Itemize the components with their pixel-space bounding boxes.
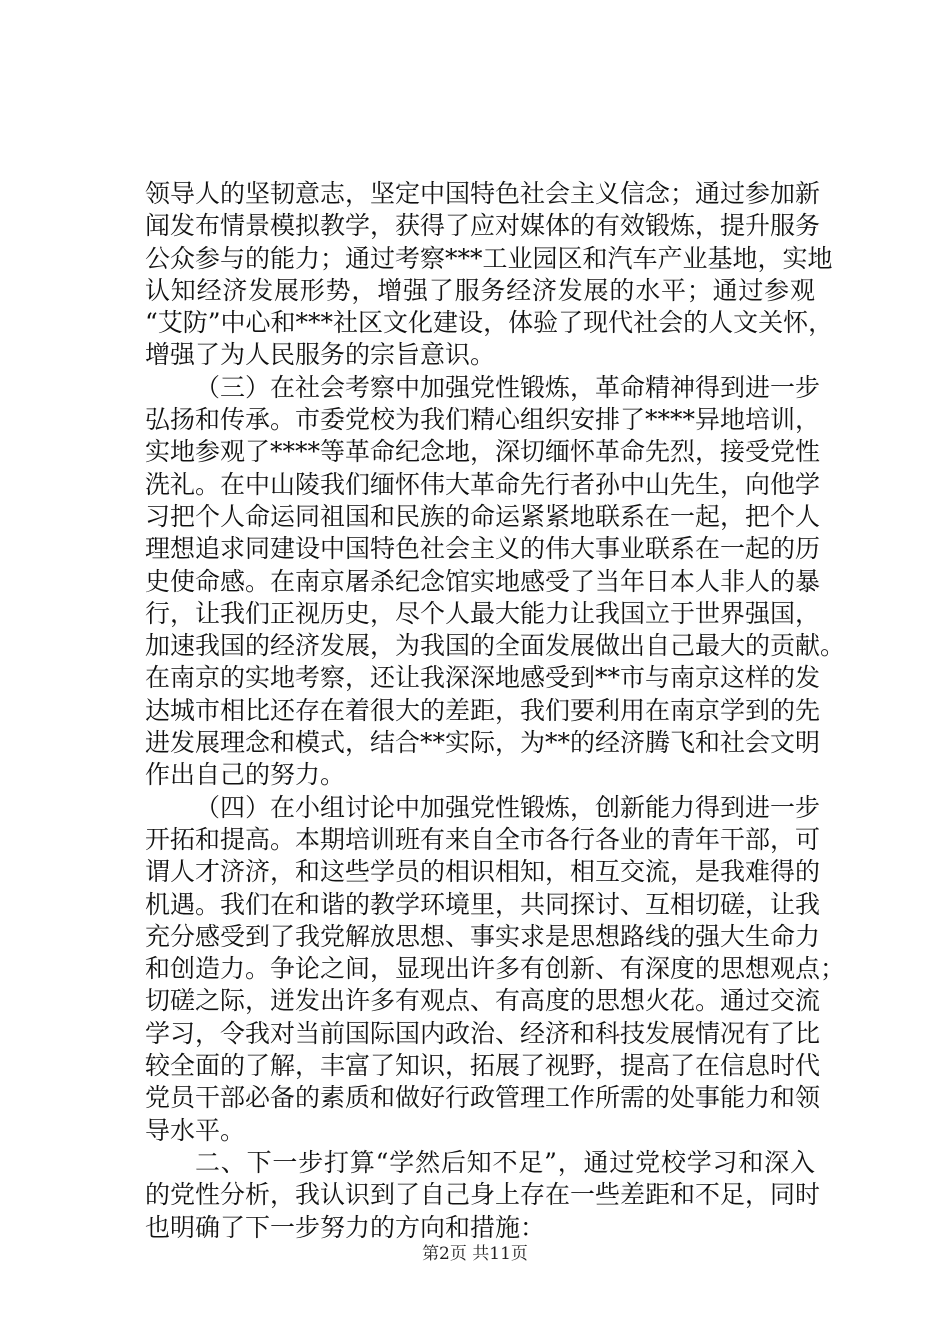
text-line: 导水平。 xyxy=(145,1115,246,1145)
text-line: 公众参与的能力；通过考察***工业园区和汽车产业基地，实地 xyxy=(145,243,833,273)
text-line: 在南京的实地考察，还让我深深地感受到**市与南京这样的发 xyxy=(145,663,821,693)
text-line: 和创造力。争论之间，显现出许多有创新、有深度的思想观点； xyxy=(145,954,846,984)
text-line: 的党性分析，我认识到了自己身上存在一些差距和不足，同时 xyxy=(145,1180,821,1210)
text-line: 作出自己的努力。 xyxy=(145,760,346,790)
text-line: 机遇。我们在和谐的教学环境里，共同探讨、互相切磋，让我 xyxy=(145,889,821,919)
text-line: 加速我国的经济发展，为我国的全面发展做出自己最大的贡献。 xyxy=(145,631,846,661)
text-line: 达城市相比还存在着很大的差距，我们要利用在南京学到的先 xyxy=(145,695,821,725)
page-footer: 第2页 共11页 xyxy=(422,1244,528,1264)
text-line: 认知经济发展形势，增强了服务经济发展的水平；通过参观 xyxy=(145,275,815,305)
text-line: 领导人的坚韧意志，坚定中国特色社会主义信念；通过参加新 xyxy=(145,179,821,208)
text-line: 增强了为人民服务的宗旨意识。 xyxy=(145,340,496,370)
text-line: “艾防”中心和***社区文化建设，体验了现代社会的人文关怀， xyxy=(145,308,834,338)
text-line: 学习，令我对当前国际国内政治、经济和科技发展情况有了比 xyxy=(145,1018,821,1048)
text-line: 实地参观了****等革命纪念地，深切缅怀革命先烈，接受党性 xyxy=(145,437,821,467)
text-line: 也明确了下一步努力的方向和措施： xyxy=(145,1212,546,1242)
text-line: 进发展理念和模式，结合**实际，为**的经济腾飞和社会文明 xyxy=(145,728,821,758)
text-line: （四）在小组讨论中加强党性锻炼，创新能力得到进一步 xyxy=(195,792,821,822)
text-line: 习把个人命运同祖国和民族的命运紧紧地联系在一起，把个人 xyxy=(145,501,821,531)
text-line: 洗礼。在中山陵我们缅怀伟大革命先行者孙中山先生，向他学 xyxy=(145,469,821,499)
document-body xyxy=(145,178,846,1244)
text-line: 党员干部必备的素质和做好行政管理工作所需的处事能力和领 xyxy=(145,1083,821,1113)
text-line: 谓人才济济，和这些学员的相识相知，相互交流，是我难得的 xyxy=(145,857,821,887)
text-line: 史使命感。在南京屠杀纪念馆实地感受了当年日本人非人的暴 xyxy=(145,566,821,596)
text-line: 较全面的了解，丰富了知识，拓展了视野，提高了在信息时代 xyxy=(145,1051,821,1081)
text-line: 行，让我们正视历史，尽个人最大能力让我国立于世界强国， xyxy=(145,598,821,628)
text-line: 闻发布情景模拟教学，获得了应对媒体的有效锻炼，提升服务 xyxy=(145,211,821,241)
text-line: 弘扬和传承。市委党校为我们精心组织安排了****异地培训， xyxy=(145,405,821,435)
text-line: 理想追求同建设中国特色社会主义的伟大事业联系在一起的历 xyxy=(145,534,821,564)
text-line: （三）在社会考察中加强党性锻炼，革命精神得到进一步 xyxy=(195,372,821,402)
text-line: 二、下一步打算“学然后知不足”，通过党校学习和深入 xyxy=(195,1147,815,1177)
text-line: 充分感受到了我党解放思想、事实求是思想路线的强大生命力 xyxy=(145,921,821,951)
text-line: 开拓和提高。本期培训班有来自全市各行各业的青年干部，可 xyxy=(145,824,821,854)
text-line: 切磋之际，迸发出许多有观点、有高度的思想火花。通过交流 xyxy=(145,986,821,1016)
